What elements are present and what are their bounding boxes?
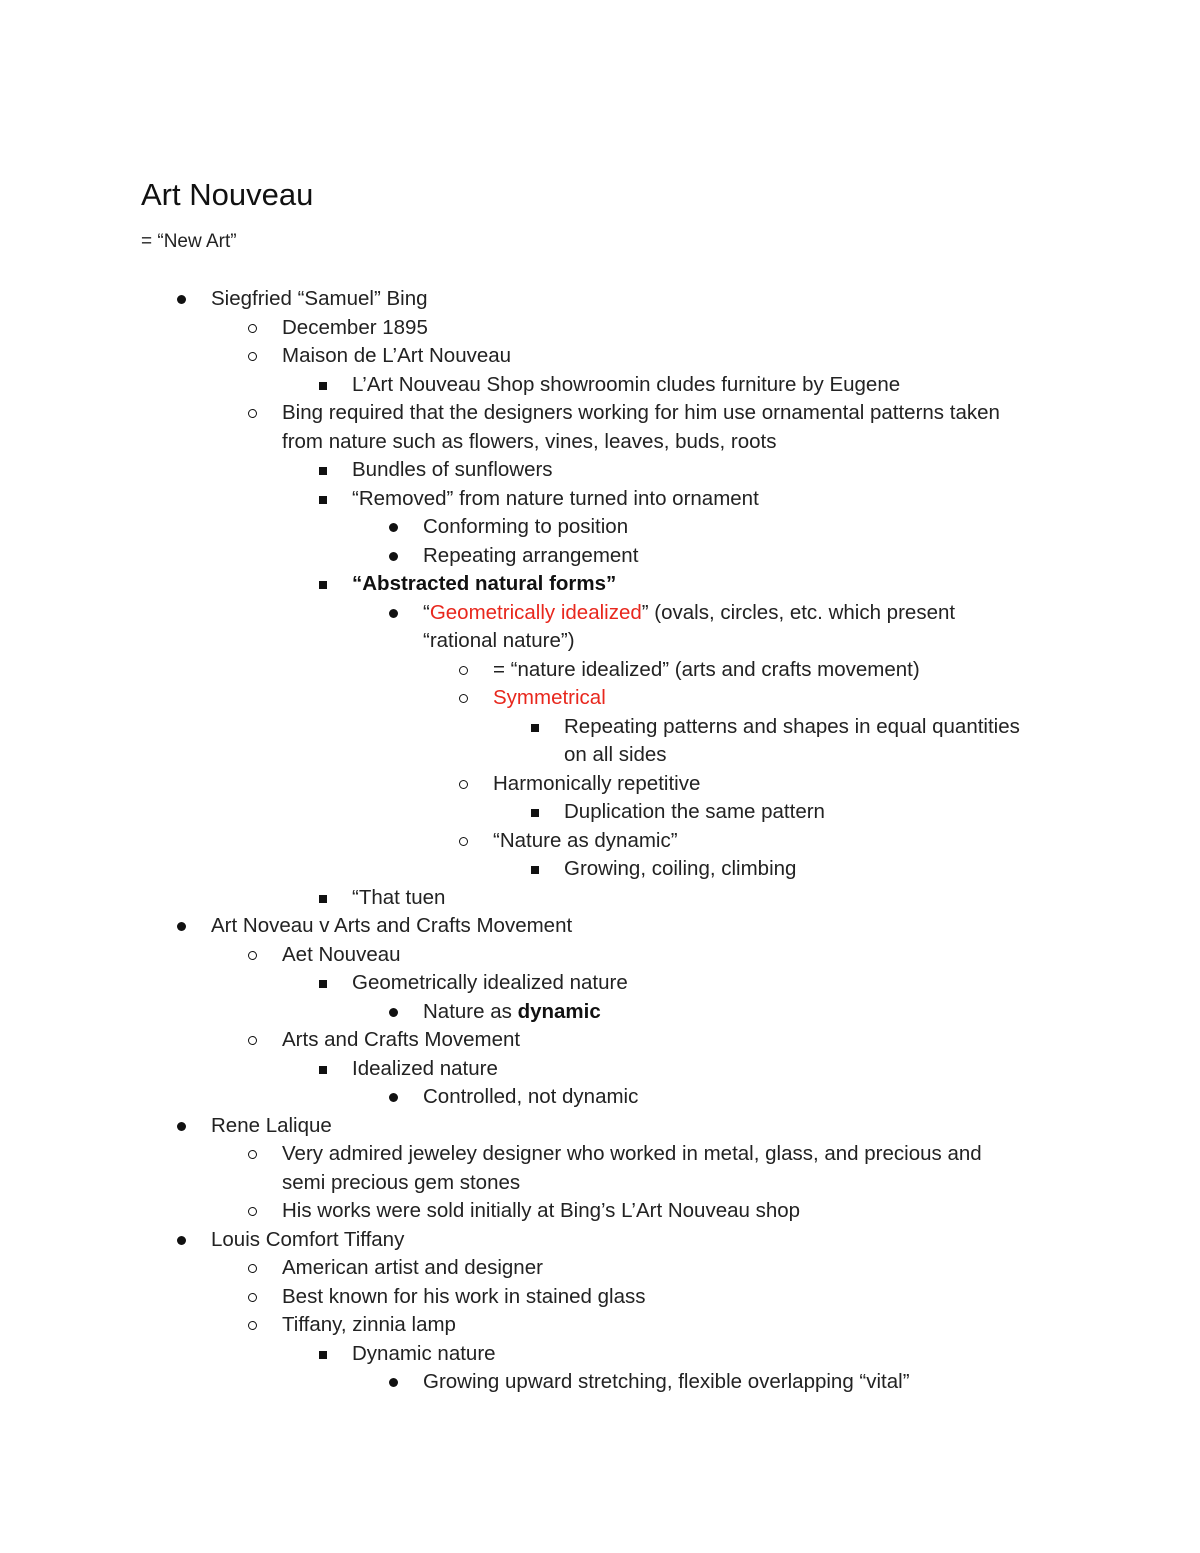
list-item-continuation [423, 627, 575, 656]
list-item-text: Geometrically idealized nature [352, 971, 628, 994]
list-item [282, 1311, 456, 1340]
list-item [352, 1055, 498, 1084]
list-item-text: Best known for his work in stained glass [282, 1284, 646, 1308]
list-item-text: Nature as [423, 999, 518, 1023]
bullet-square-icon [318, 1340, 338, 1369]
list-item-text: Siegfried “Samuel” Bing [211, 287, 428, 310]
list-item [282, 1254, 543, 1283]
list-item-text: ” (ovals, circles, etc. which present [641, 600, 956, 624]
list-item-text: semi precious gem stones [282, 1170, 521, 1194]
list-item-text: on all sides [564, 743, 667, 766]
bullet-square-icon [530, 798, 550, 827]
list-item [282, 342, 511, 371]
list-item [211, 285, 428, 314]
bullet-circle-icon [248, 342, 268, 371]
bullet-circle-icon [248, 1140, 268, 1169]
bullet-square-icon [318, 969, 338, 998]
list-item-text: = “nature idealized” (arts and crafts movement) [493, 657, 920, 681]
bullet-circle-icon [459, 770, 479, 799]
list-item-text: Dynamic nature [352, 1341, 496, 1365]
list-item-text: Repeating patterns and shapes in equal quantities [564, 714, 1020, 738]
list-item-text: Aet Nouveau [282, 942, 401, 966]
bullet-circle-icon [248, 1197, 268, 1226]
bullet-circle-icon [248, 1026, 268, 1055]
list-item-text: “That tuen [352, 885, 446, 909]
bullet-disc-icon [177, 1112, 197, 1141]
list-item-continuation [564, 741, 667, 770]
list-item-text: “rational nature”) [423, 629, 575, 652]
list-item-text: Louis Comfort Tiffany [211, 1227, 405, 1251]
list-item-text: Very admired jeweley designer who worked in metal, glass, and precious and [282, 1142, 982, 1165]
list-item-text: His works were sold initially at Bing’s L’Art Nouveau shop [282, 1199, 801, 1222]
list-item-continuation [282, 428, 777, 457]
list-item-text: Duplication the same pattern [564, 800, 825, 823]
list-item [564, 855, 796, 884]
list-item [282, 1140, 982, 1169]
list-item-text: Arts and Crafts Movement [282, 1028, 521, 1051]
list-item-text: “Nature as dynamic” [493, 828, 678, 852]
bullet-circle-icon [459, 827, 479, 856]
document-title: Art Nouveau [141, 177, 314, 212]
list-item [282, 941, 401, 970]
list-item [564, 798, 825, 827]
bullet-disc-icon [177, 285, 197, 314]
list-item [282, 1197, 800, 1226]
list-item [423, 998, 601, 1027]
list-item [282, 1026, 520, 1055]
bullet-disc-icon [389, 599, 409, 628]
bullet-circle-icon [459, 684, 479, 713]
bullet-circle-icon [248, 1254, 268, 1283]
list-item [423, 542, 638, 571]
list-item [352, 884, 445, 913]
list-item [352, 485, 759, 514]
list-item-text: December 1895 [282, 315, 428, 339]
list-item [352, 1340, 496, 1369]
bullet-circle-icon [248, 1311, 268, 1340]
list-item-text: dynamic [517, 999, 601, 1023]
list-item-text: Maison de L’Art Nouveau [282, 344, 512, 367]
list-item-text: Geometrically idealized [429, 600, 642, 624]
bullet-circle-icon [248, 399, 268, 428]
list-item [352, 570, 616, 599]
bullet-disc-icon [177, 912, 197, 941]
list-item [211, 1112, 332, 1141]
bullet-circle-icon [248, 941, 268, 970]
list-item [211, 1226, 404, 1255]
list-item [493, 827, 678, 856]
document-subtitle: = “New Art” [141, 231, 237, 252]
list-item [493, 770, 700, 799]
bullet-square-icon [318, 570, 338, 599]
list-item-text: “Abstracted natural forms” [352, 572, 617, 595]
bullet-disc-icon [389, 513, 409, 542]
bullet-square-icon [318, 1055, 338, 1084]
bullet-disc-icon [389, 1368, 409, 1397]
list-item-text: Rene Lalique [211, 1113, 332, 1137]
bullet-disc-icon [389, 1083, 409, 1112]
list-item-text: L’Art Nouveau Shop showroomin cludes furniture by Eugene [352, 372, 901, 396]
bullet-disc-icon [177, 1226, 197, 1255]
list-item-text: American artist and designer [282, 1256, 543, 1279]
list-item [352, 456, 553, 485]
list-item [282, 1283, 645, 1312]
bullet-circle-icon [248, 314, 268, 343]
list-item [423, 1083, 638, 1112]
bullet-square-icon [318, 456, 338, 485]
bullet-circle-icon [248, 1283, 268, 1312]
list-item-text: Tiffany, zinnia lamp [282, 1313, 456, 1336]
list-item [493, 656, 920, 685]
list-item [352, 969, 628, 998]
list-item-text: from nature such as flowers, vines, leaves, buds, roots [282, 429, 777, 453]
list-item [352, 371, 900, 400]
list-item-text: Controlled, not dynamic [423, 1085, 639, 1108]
bullet-square-icon [530, 855, 550, 884]
list-item [211, 912, 572, 941]
list-item [423, 513, 628, 542]
list-item-text: Symmetrical [493, 686, 606, 709]
list-item-text: “Removed” from nature turned into ornament [352, 486, 759, 510]
list-item [493, 684, 606, 713]
list-item [282, 314, 428, 343]
bullet-square-icon [318, 485, 338, 514]
list-item [564, 713, 1020, 742]
list-item-text: Bundles of sunflowers [352, 458, 553, 481]
list-item [282, 399, 1000, 428]
list-item-text: Harmonically repetitive [493, 771, 701, 795]
list-item-continuation [282, 1169, 520, 1198]
list-item-text: Growing upward stretching, flexible overlapping “vital” [423, 1370, 910, 1393]
list-item-text: Conforming to position [423, 515, 629, 538]
list-item [423, 599, 955, 628]
list-item-text: “ [423, 600, 430, 624]
list-item-text: Repeating arrangement [423, 543, 639, 567]
bullet-disc-icon [389, 998, 409, 1027]
list-item-text: Art Noveau v Arts and Crafts Movement [211, 914, 573, 937]
bullet-circle-icon [459, 656, 479, 685]
bullet-square-icon [318, 884, 338, 913]
bullet-disc-icon [389, 542, 409, 571]
bullet-square-icon [318, 371, 338, 400]
list-item [423, 1368, 910, 1397]
list-item-text: Growing, coiling, climbing [564, 857, 797, 880]
list-item-text: Bing required that the designers working for him use ornamental patterns taken [282, 401, 1000, 424]
list-item-text: Idealized nature [352, 1056, 498, 1080]
bullet-square-icon [530, 713, 550, 742]
